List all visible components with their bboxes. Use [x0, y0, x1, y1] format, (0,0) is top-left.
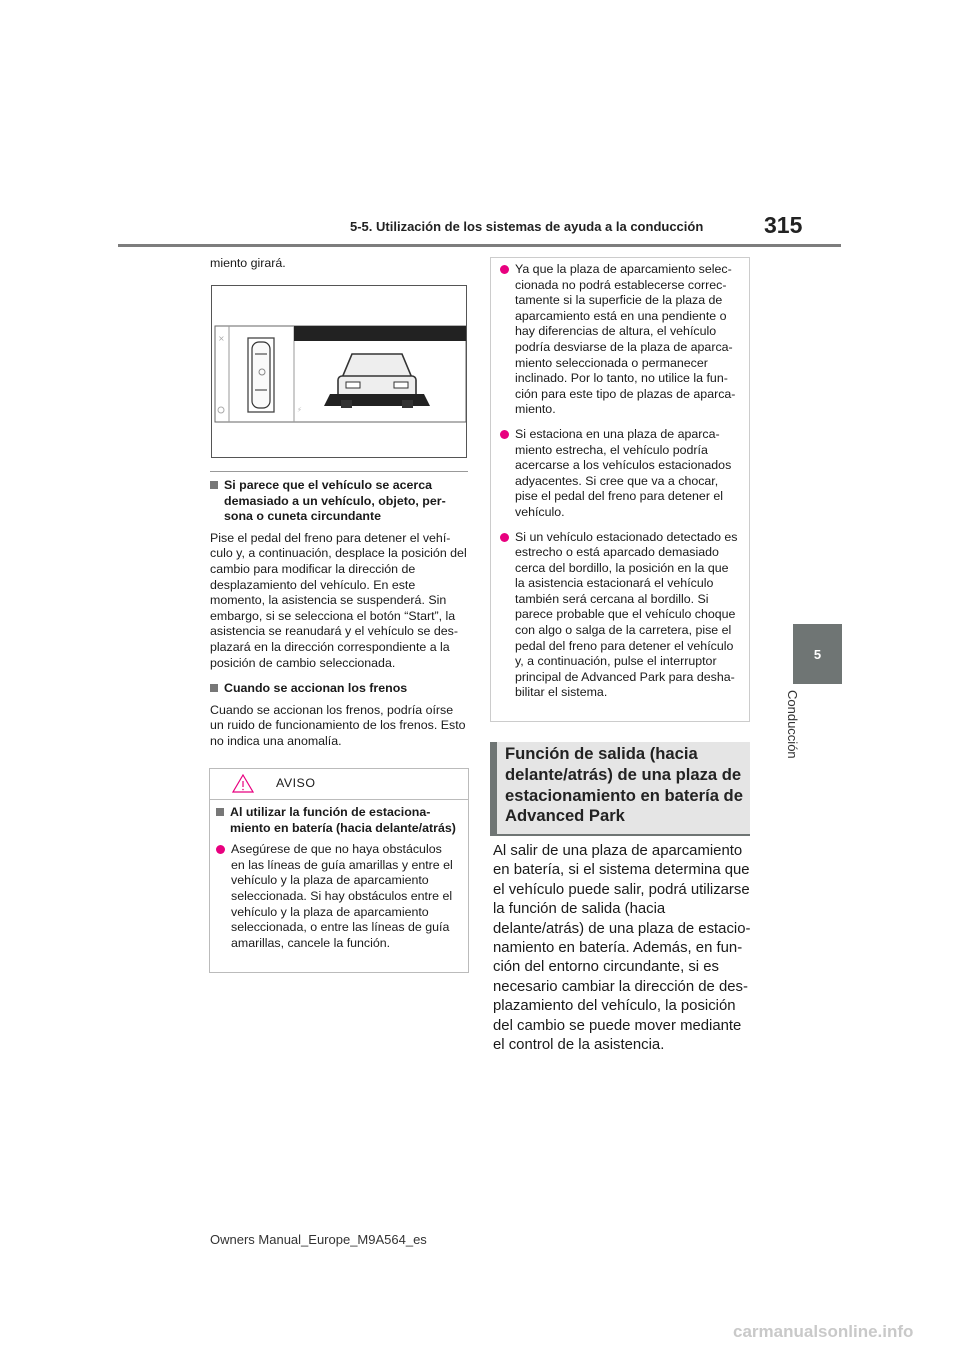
- svg-text:⚡: ⚡: [297, 406, 302, 414]
- section-brakes-title: [210, 681, 468, 697]
- section-brakes-title-text: Cuando se accionan los frenos: [224, 681, 408, 696]
- notes-box: [490, 257, 750, 722]
- section-approach: [210, 478, 468, 750]
- round-bullet-icon: [500, 430, 509, 439]
- header-rule: [118, 244, 841, 247]
- left-column: [210, 256, 468, 272]
- footer-manual-id: Owners Manual_Europe_M9A564_es: [210, 1232, 427, 1247]
- running-header: 5-5. Utilización de los sistemas de ayuda a la conducción: [350, 219, 704, 234]
- chapter-tab: 5: [793, 624, 842, 684]
- warning-title: [216, 805, 458, 836]
- svg-text:×: ×: [218, 334, 225, 343]
- warning-item: [216, 842, 458, 951]
- note-text: Si un vehículo estacionado detectado es estrecho o está aparcado demasiado cerca del bordillo, la posición en la que la asistencia estacionará el vehículo también será cercana al bordillo. Si parece probable que el vehículo choque con algo o salga de la carretera, pise el pedal del freno para detener el vehículo y, a continuación, pulse el interruptor principal de Advanced Park para desha- bilitar el sistema.: [515, 529, 738, 700]
- warning-label: AVISO: [276, 776, 316, 790]
- page-number: 315: [764, 212, 803, 238]
- warning-title-text: Al utilizar la función de estaciona- miento en batería (hacia delante/atrás): [230, 805, 456, 835]
- parking-screen-illustration: [212, 286, 466, 457]
- round-bullet-icon: [500, 533, 509, 542]
- section-heading: [490, 742, 750, 834]
- note-text: Ya que la plaza de aparcamiento selec- cionada no podrá establecerse correc- tamente si la superficie de la plaza de aparcamiento está en una pendiente o hay diferencias de altura, el vehículo podría desviarse de la plaza de aparca- miento seleccionada o permanecer inclinado. Por lo tanto, no utilice la fun- ción para este tipo de plazas de aparca- miento.: [515, 262, 736, 417]
- note-item: [500, 262, 739, 418]
- heading-rule: [490, 834, 750, 836]
- title-line: Si parece que el vehículo se acerca: [224, 478, 433, 492]
- section-brakes-body: Cuando se accionan los frenos, podría oírse un ruido de funcionamiento de los frenos. Esto no indica una anomalía.: [210, 702, 466, 748]
- square-bullet-icon: [210, 481, 218, 489]
- note-text: Si estaciona en una plaza de aparca- miento estrecha, el vehículo podría acercarse a los vehículos estacionados adyacentes. Si cree que va a chocar, pise el pedal del freno para detener el vehículo.: [515, 426, 732, 519]
- heading-bar: [490, 742, 497, 834]
- parking-screen-figure: [211, 285, 467, 458]
- section-approach-title: [210, 478, 468, 525]
- footer-watermark: carmanualsonline.info: [733, 1322, 914, 1341]
- square-bullet-icon: [216, 808, 224, 816]
- warning-rule: [210, 799, 468, 800]
- note-item: [500, 427, 739, 521]
- note-item: [500, 530, 739, 702]
- title-line: demasiado a un vehículo, objeto, per-: [224, 493, 446, 508]
- intro-text: miento girará.: [210, 256, 286, 270]
- chapter-label: Conducción: [785, 690, 800, 759]
- section-approach-body: Pise el pedal del freno para detener el vehí- culo y, a continuación, desplace la posición del cambio para modificar la dirección de desplazamiento del vehículo. En este momento, la asistencia se suspenderá. Sin embargo, si se selecciona el botón “Start”, la asistencia se reanudará y el vehículo se des- plazará en la dirección correspondiente a la posición de cambio seleccionada.: [210, 530, 467, 670]
- warning-triangle-icon: [232, 774, 254, 793]
- round-bullet-icon: [500, 265, 509, 274]
- square-bullet-icon: [210, 684, 218, 692]
- warning-box: [209, 768, 469, 973]
- section-body: Al salir de una plaza de aparcamiento en batería, si el sistema determina que el vehículo puede salir, podrá utilizarse la función de salida (hacia delante/atrás) de una plaza de estacio- namiento en batería. Además, en fun- ción del entorno circundante, si es necesario cambiar la dirección de des- plazamiento del vehículo, la posición del cambio se puede mover mediante el control de la asistencia.: [493, 843, 751, 1054]
- section-heading-text: Función de salida (hacia delante/atrás) de una plaza de estacionamiento en batería de Advanced Park: [505, 744, 743, 826]
- warning-item-text: Asegúrese de que no haya obstáculos en las líneas de guía amarillas y entre el vehículo y la plaza de aparcamiento seleccionada. Si hay obstáculos entre el vehículo y la plaza de aparcamiento seleccionada, o entre las líneas de guía amarillas, cancele la función.: [231, 842, 453, 950]
- round-bullet-icon: [216, 845, 225, 854]
- title-line: sona o cuneta circundante: [224, 509, 381, 524]
- section-divider: [210, 471, 468, 472]
